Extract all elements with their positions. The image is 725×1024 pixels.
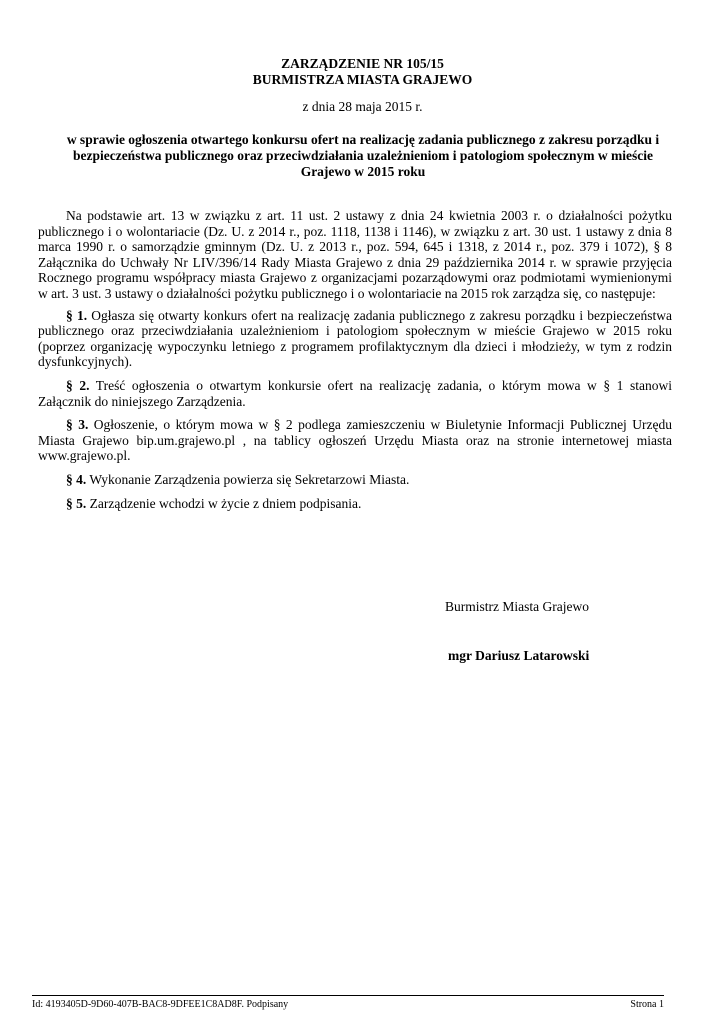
- footer-divider: [32, 995, 664, 996]
- paragraph-4: [38, 472, 672, 488]
- document-subject: w sprawie ogłoszenia otwartego konkursu ofert na realizację zadania publicznego z zakresu porządku i bezpieczeństwa publicznego oraz przeciwdziałania uzależnieniom i patologiom społecznym w mieście Grajewo w 2015 roku: [66, 132, 660, 179]
- footer-page-number: Strona 1: [630, 999, 664, 1010]
- signature-title: Burmistrz Miasta Grajewo: [445, 599, 589, 614]
- paragraph-3: [38, 417, 672, 464]
- paragraph-3-mark: § 3.: [66, 417, 89, 433]
- document-title-line1: ZARZĄDZENIE NR 105/15: [281, 56, 444, 71]
- document-date: z dnia 28 maja 2015 r.: [302, 99, 423, 114]
- paragraph-1-mark: § 1.: [66, 307, 88, 323]
- legal-basis-paragraph: Na podstawie art. 13 w związku z art. 11 ust. 2 ustawy z dnia 24 kwietnia 2003 r. o działalności pożytku publicznego i o wolontariacie (Dz. U. z 2014 r., poz. 1118, 1138 i 1146), w związku z art. 30 ust. 1 ustawy z dnia 8 marca 1990 r. o samorządzie gminnym (Dz. U. z 2013 r., poz. 594, 645 i 1318, z 2014 r., poz. 379 i 1072), § 8 Załącznika do Uchwały Nr LIV/396/14 Rady Miasta Grajewo z dnia 29 października 2014 r. w sprawie przyjęcia Rocznego programu współpracy miasta Grajewo z organizacjami pozarządowymi oraz podmiotami wymienionymi w art. 3 ust. 3 ustawy o działalności pożytku publicznego i o wolontariacie na 2015 rok zarządza się, co następuje:: [38, 208, 672, 301]
- paragraph-5: [38, 496, 672, 512]
- paragraph-1-text: Ogłasza się otwarty konkurs ofert na realizację zadania publicznego z zakresu porządku i bezpieczeństwa publicznego oraz przeciwdziałania uzależnieniom i patologiom społecznym w mieście Grajewo w 2015 roku (poprzez organizację wypoczynku letniego z programem profilaktycznym dla dzieci i młodzieży, w tym z rodzin dysfunkcyjnych).: [38, 307, 673, 370]
- document-title-line2: BURMISTRZA MIASTA GRAJEWO: [252, 72, 473, 87]
- paragraph-4-mark: § 4.: [66, 471, 87, 487]
- footer-document-id: Id: 4193405D-9D60-407B-BAC8-9DFEE1C8AD8F. Podpisany: [32, 999, 289, 1010]
- signature-name: mgr Dariusz Latarowski: [448, 648, 590, 663]
- paragraph-3-text: Ogłoszenie, o którym mowa w § 2 podlega zamieszczeniu w Biuletynie Informacji Publicznej Urzędu Miasta Grajewo bip.um.grajewo.pl , na tablicy ogłoszeń Urzędu Miasta oraz na stronie internetowej miasta www.grajewo.pl.: [38, 417, 672, 464]
- document-body: [38, 208, 672, 519]
- paragraph-2: [38, 378, 672, 409]
- paragraph-2-text: Treść ogłoszenia o otwartym konkursie ofert na realizację zadania, o którym mowa w § 1 stanowi Załącznik do niniejszego Zarządzenia.: [38, 377, 673, 409]
- paragraph-5-text: Zarządzenie wchodzi w życie z dniem podpisania.: [86, 495, 362, 511]
- paragraph-4-text: Wykonanie Zarządzenia powierza się Sekretarzowi Miasta.: [86, 471, 410, 487]
- paragraph-2-mark: § 2.: [66, 377, 90, 393]
- paragraph-5-mark: § 5.: [66, 495, 87, 511]
- paragraph-1: [38, 308, 672, 370]
